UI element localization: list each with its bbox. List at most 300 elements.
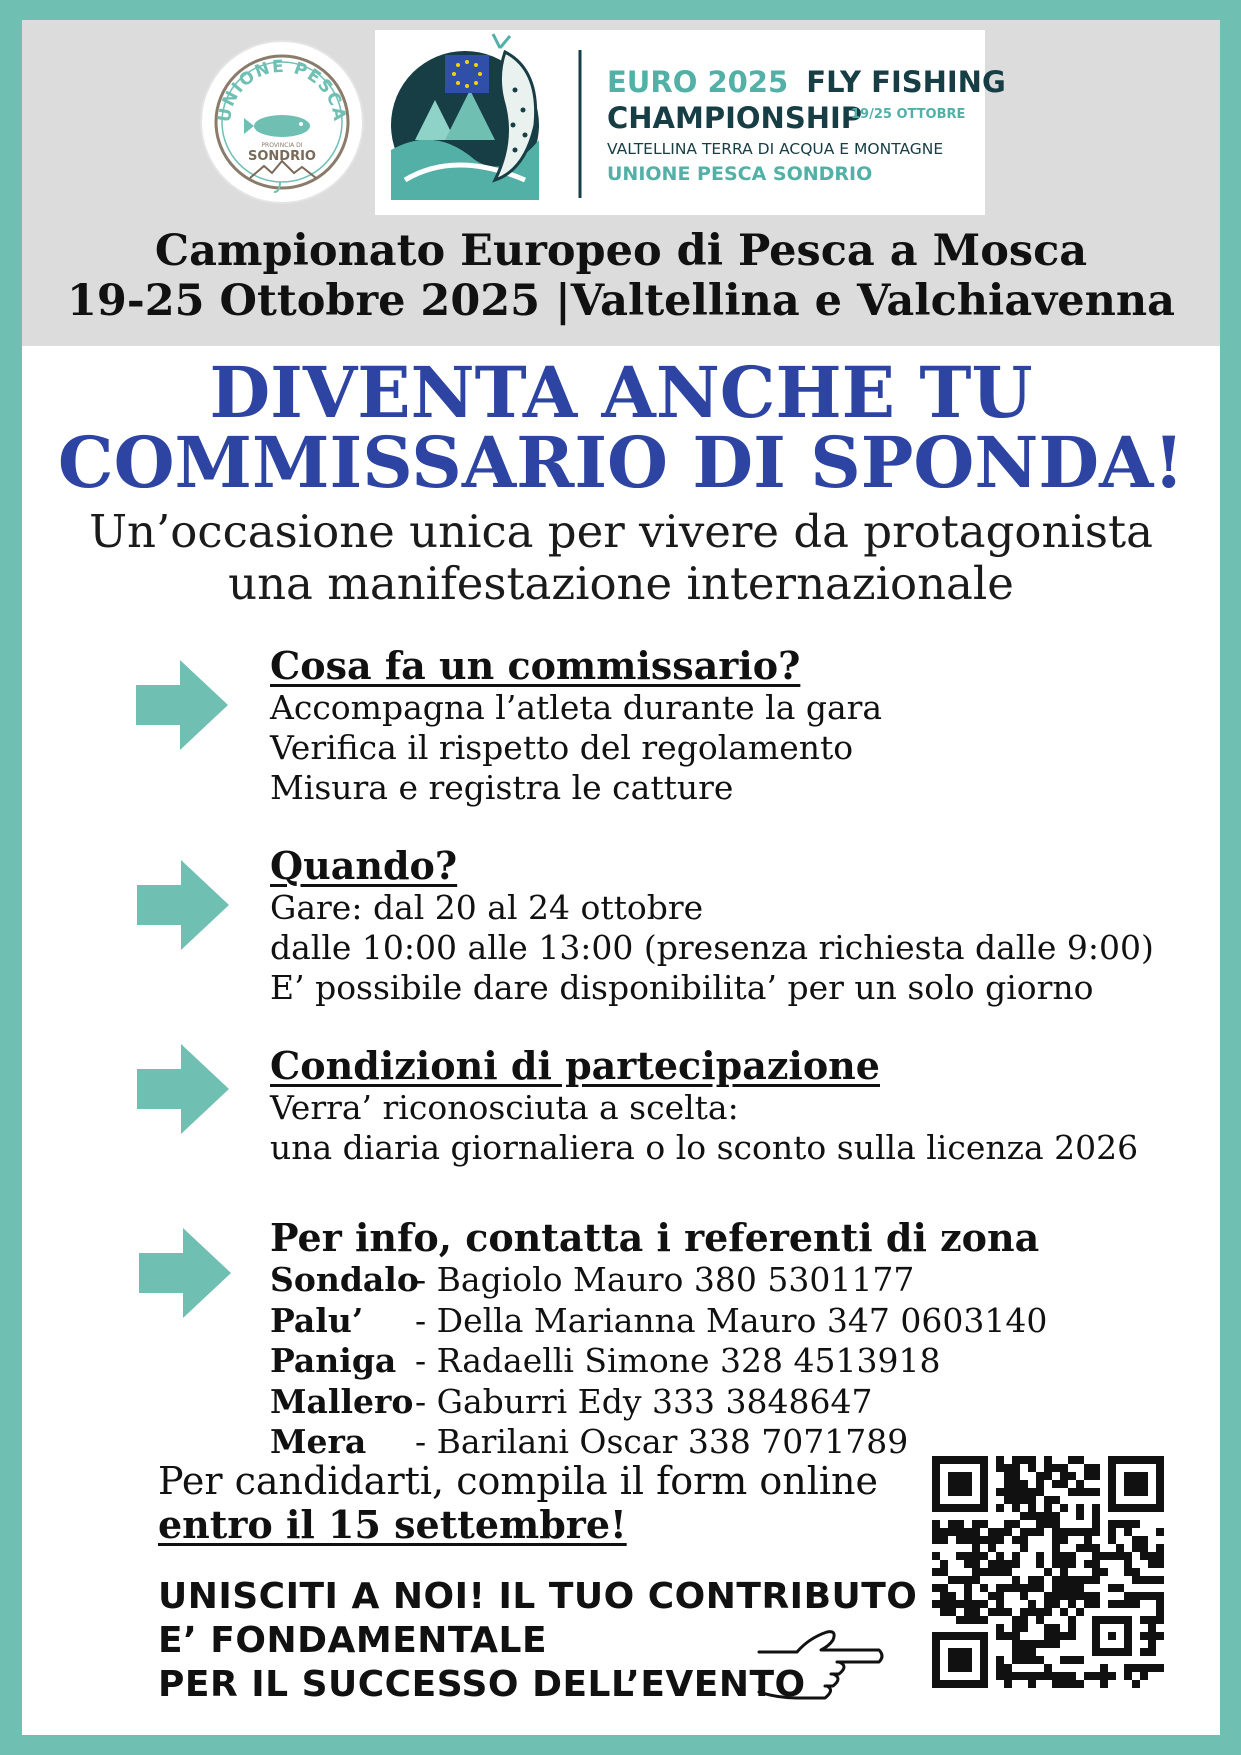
qr-module [1052, 1496, 1060, 1504]
qr-module [1036, 1528, 1044, 1536]
qr-module [1148, 1592, 1156, 1600]
qr-module [1092, 1472, 1100, 1480]
qr-module [1052, 1512, 1060, 1520]
qr-module [956, 1528, 964, 1536]
qr-module [1028, 1600, 1036, 1608]
unione-pesca-logo [202, 42, 362, 202]
qr-module [1076, 1592, 1084, 1600]
qr-module [1140, 1544, 1148, 1552]
qr-module [1092, 1504, 1100, 1512]
contact-zone: Palu’ [270, 1300, 364, 1340]
qr-module [1132, 1592, 1140, 1600]
contact-zone: Mallero [270, 1381, 414, 1421]
qr-module [1012, 1456, 1020, 1464]
qr-module [1068, 1600, 1076, 1608]
qr-module [1044, 1672, 1052, 1680]
contact-row [270, 1341, 1047, 1382]
qr-module [1052, 1520, 1060, 1528]
qr-module [1100, 1552, 1108, 1560]
qr-module [972, 1608, 980, 1616]
qr-module [1092, 1568, 1100, 1576]
qr-module [1124, 1592, 1132, 1600]
qr-module [1084, 1576, 1092, 1584]
qr-module [1020, 1584, 1028, 1592]
section-role-line: Misura e registra le catture [270, 768, 734, 807]
qr-module [980, 1568, 988, 1576]
qr-module [1092, 1552, 1100, 1560]
qr-module [1132, 1576, 1140, 1584]
qr-module [1012, 1504, 1020, 1512]
qr-module [1044, 1664, 1052, 1672]
section-when-title: Quando? [270, 843, 458, 888]
qr-module [1028, 1576, 1036, 1584]
qr-module [1012, 1536, 1020, 1544]
qr-module [932, 1584, 940, 1592]
qr-module [1108, 1536, 1116, 1544]
banner-euro-2025: EURO 2025 [607, 65, 789, 99]
qr-module [1012, 1656, 1020, 1664]
qr-module [948, 1600, 956, 1608]
qr-module [1052, 1536, 1060, 1544]
qr-module [1068, 1592, 1076, 1600]
qr-module [1068, 1656, 1076, 1664]
contacts-section [270, 1216, 1047, 1463]
section-when-line: Gare: dal 20 al 24 ottobre [270, 888, 704, 927]
qr-module [996, 1504, 1004, 1512]
qr-module [996, 1552, 1004, 1560]
qr-module [964, 1576, 972, 1584]
qr-module [1044, 1640, 1052, 1648]
qr-module [1060, 1528, 1068, 1536]
qr-module [1060, 1480, 1068, 1488]
qr-module [1052, 1672, 1060, 1680]
qr-module [988, 1592, 996, 1600]
qr-module [1004, 1496, 1012, 1504]
qr-module [996, 1664, 1004, 1672]
qr-module [1076, 1544, 1084, 1552]
qr-module [948, 1608, 956, 1616]
qr-module [1140, 1664, 1148, 1672]
qr-module [1012, 1640, 1020, 1648]
qr-module [996, 1592, 1004, 1600]
qr-module [940, 1600, 948, 1608]
qr-module [996, 1560, 1004, 1568]
section-role [270, 644, 882, 808]
qr-module [1012, 1616, 1020, 1624]
qr-module [1092, 1544, 1100, 1552]
contact-detail: - Della Marianna Mauro 347 0603140 [415, 1300, 1048, 1340]
qr-module [1044, 1464, 1052, 1472]
qr-module [1012, 1576, 1020, 1584]
qr-module [996, 1656, 1004, 1664]
qr-module [1084, 1672, 1092, 1680]
section-when-line: dalle 10:00 alle 13:00 (presenza richiesta dalle 9:00) [270, 928, 1154, 967]
qr-module [1068, 1672, 1076, 1680]
qr-module [1052, 1480, 1060, 1488]
qr-module [1084, 1544, 1092, 1552]
qr-module [1140, 1576, 1148, 1584]
qr-module [956, 1576, 964, 1584]
qr-module [988, 1544, 996, 1552]
qr-module [1004, 1608, 1012, 1616]
qr-module [1148, 1576, 1156, 1584]
qr-module [1076, 1584, 1084, 1592]
qr-module [1020, 1496, 1028, 1504]
qr-module [1044, 1600, 1052, 1608]
join-line: UNISCITI A NOI! IL TUO CONTRIBUTO [158, 1576, 918, 1617]
qr-module [1020, 1488, 1028, 1496]
badge-arc-text: UNIONE PESCA [214, 56, 350, 124]
qr-module [1028, 1680, 1036, 1688]
contact-row [270, 1301, 1047, 1342]
qr-module [1092, 1672, 1100, 1680]
subtitle-line-2: una manifestazione internazionale [228, 557, 1014, 610]
qr-module [1092, 1520, 1100, 1528]
qr-module [1156, 1592, 1164, 1600]
qr-module [1076, 1456, 1084, 1464]
qr-module [964, 1560, 972, 1568]
qr-module [1020, 1592, 1028, 1600]
qr-module [1076, 1576, 1084, 1584]
qr-module [1116, 1552, 1124, 1560]
contact-zone: Paniga [270, 1341, 397, 1380]
qr-module [1148, 1640, 1156, 1648]
qr-module [1148, 1560, 1156, 1568]
qr-module [972, 1568, 980, 1576]
qr-module [1156, 1664, 1164, 1672]
qr-module [1036, 1584, 1044, 1592]
qr-module [964, 1552, 972, 1560]
qr-module [972, 1520, 980, 1528]
qr-module [1108, 1528, 1116, 1536]
qr-module [1108, 1600, 1116, 1608]
qr-module [1044, 1520, 1052, 1528]
qr-module [996, 1488, 1004, 1496]
contact-detail: - Barilani Oscar 338 7071789 [415, 1422, 909, 1461]
qr-module [1140, 1648, 1148, 1656]
banner-tagline: VALTELLINA TERRA DI ACQUA E MONTAGNE [607, 140, 944, 158]
qr-module [1068, 1632, 1076, 1640]
qr-module [1052, 1624, 1060, 1632]
qr-module [1020, 1608, 1028, 1616]
qr-module [1100, 1672, 1108, 1680]
section-when [270, 844, 1154, 1008]
qr-module [1028, 1640, 1036, 1648]
qr-module [1036, 1520, 1044, 1528]
qr-module [1052, 1632, 1060, 1640]
qr-module [996, 1584, 1004, 1592]
qr-module [972, 1560, 980, 1568]
qr-module [1060, 1656, 1068, 1664]
qr-module [964, 1616, 972, 1624]
qr-module [1044, 1608, 1052, 1616]
qr-module [1076, 1656, 1084, 1664]
qr-module [1060, 1472, 1068, 1480]
contact-zone: Mera [270, 1422, 367, 1461]
qr-module [1012, 1648, 1020, 1656]
qr-module [1012, 1672, 1020, 1680]
qr-module [1060, 1680, 1068, 1688]
contact-detail: - Bagiolo Mauro 380 5301177 [415, 1260, 915, 1299]
qr-module [948, 1528, 956, 1536]
headline-line-2: COMMISSARIO DI SPONDA! [57, 421, 1185, 504]
qr-module [1156, 1552, 1164, 1560]
qr-module [948, 1576, 956, 1584]
section-conditions-line: una diaria giornaliera o lo sconto sulla licenza 2026 [270, 1128, 1139, 1167]
qr-module [1108, 1520, 1116, 1528]
qr-module [1020, 1672, 1028, 1680]
qr-module [1060, 1632, 1068, 1640]
qr-module [1052, 1600, 1060, 1608]
qr-module [1044, 1512, 1052, 1520]
qr-module [940, 1592, 948, 1600]
qr-module [1084, 1528, 1092, 1536]
qr-module [1156, 1616, 1164, 1624]
contact-detail: - Gaburri Edy 333 3848647 [415, 1381, 873, 1421]
qr-module [1156, 1560, 1164, 1568]
qr-module [1140, 1592, 1148, 1600]
qr-module [1004, 1480, 1012, 1488]
qr-module [1140, 1536, 1148, 1544]
headline-line-1: DIVENTA ANCHE TU [209, 351, 1033, 434]
qr-module [932, 1528, 940, 1536]
qr-module [996, 1456, 1004, 1464]
qr-module [1020, 1616, 1028, 1624]
qr-module [1084, 1472, 1092, 1480]
qr-module [1028, 1608, 1036, 1616]
qr-module [1004, 1488, 1012, 1496]
qr-module [1060, 1464, 1068, 1472]
qr-module [1092, 1488, 1100, 1496]
qr-module [1068, 1576, 1076, 1584]
svg-text:UNIONE PESCA [215, 57, 350, 124]
qr-module [1140, 1552, 1148, 1560]
qr-module [996, 1600, 1004, 1608]
qr-module [1012, 1520, 1020, 1528]
qr-module [1052, 1544, 1060, 1552]
qr-module [988, 1560, 996, 1568]
qr-module [1028, 1656, 1036, 1664]
arrow-right-icon [137, 860, 229, 950]
qr-module [1140, 1632, 1148, 1640]
qr-module [1124, 1528, 1132, 1536]
qr-module [1060, 1584, 1068, 1592]
qr-module [1084, 1536, 1092, 1544]
qr-module [1156, 1528, 1164, 1536]
arrow-right-icon [136, 660, 228, 750]
qr-module [932, 1600, 940, 1608]
qr-module [1020, 1624, 1028, 1632]
qr-module [1044, 1624, 1052, 1632]
qr-module [940, 1528, 948, 1536]
qr-module [1076, 1488, 1084, 1496]
join-line: PER IL SUCCESSO DELL’EVENTO [158, 1664, 806, 1705]
qr-module [980, 1520, 988, 1528]
qr-module [1012, 1632, 1020, 1640]
qr-module [1148, 1624, 1156, 1632]
qr-module [1052, 1584, 1060, 1592]
qr-module [1044, 1568, 1052, 1576]
qr-module [1148, 1552, 1156, 1560]
qr-module [1036, 1560, 1044, 1568]
qr-module [940, 1568, 948, 1576]
qr-module [1076, 1512, 1084, 1520]
qr-module [1108, 1672, 1116, 1680]
qr-module [1036, 1472, 1044, 1480]
qr-module [1052, 1680, 1060, 1688]
qr-module [1124, 1600, 1132, 1608]
qr-module [972, 1552, 980, 1560]
qr-module [948, 1592, 956, 1600]
banner-organizer: UNIONE PESCA SONDRIO [607, 163, 873, 185]
qr-module [1116, 1544, 1124, 1552]
qr-module [1116, 1600, 1124, 1608]
trout-icon [244, 115, 310, 137]
qr-module [996, 1536, 1004, 1544]
qr-module [1028, 1464, 1036, 1472]
qr-code-icon[interactable] [932, 1456, 1164, 1688]
section-conditions [270, 1044, 1138, 1168]
qr-module [940, 1536, 948, 1544]
qr-module [956, 1616, 964, 1624]
qr-module [964, 1536, 972, 1544]
qr-module [996, 1528, 1004, 1536]
qr-module [1084, 1488, 1092, 1496]
qr-module [972, 1544, 980, 1552]
qr-module [972, 1528, 980, 1536]
qr-module [1052, 1528, 1060, 1536]
qr-module [1156, 1600, 1164, 1608]
qr-module [988, 1528, 996, 1536]
qr-module [932, 1568, 940, 1576]
championship-banner [375, 30, 1006, 215]
qr-module [1044, 1496, 1052, 1504]
championship-emblem-icon [391, 34, 539, 200]
qr-module [980, 1552, 988, 1560]
qr-module [1068, 1624, 1076, 1632]
header [22, 20, 1220, 346]
qr-module [1076, 1608, 1084, 1616]
badge-name: SONDRIO [248, 149, 316, 164]
qr-module [1060, 1672, 1068, 1680]
qr-module [1084, 1600, 1092, 1608]
qr-module [1028, 1456, 1036, 1464]
qr-module [1124, 1552, 1132, 1560]
qr-module [1044, 1472, 1052, 1480]
qr-module [1004, 1528, 1012, 1536]
badge-small-text: PROVINCIA DI [261, 142, 303, 149]
qr-module [1060, 1536, 1068, 1544]
qr-module [964, 1592, 972, 1600]
qr-module [1012, 1480, 1020, 1488]
contact-row [270, 1260, 1047, 1301]
qr-module [932, 1552, 940, 1560]
qr-module [1012, 1472, 1020, 1480]
qr-module [1060, 1504, 1068, 1512]
qr-module [956, 1600, 964, 1608]
qr-module [1060, 1568, 1068, 1576]
qr-module [1132, 1568, 1140, 1576]
qr-module [1068, 1488, 1076, 1496]
qr-module [996, 1672, 1004, 1680]
qr-module [1148, 1632, 1156, 1640]
qr-module [940, 1584, 948, 1592]
qr-module [956, 1552, 964, 1560]
qr-module [1036, 1576, 1044, 1584]
section-role-line: Accompagna l’atleta durante la gara [270, 688, 883, 727]
qr-module [1052, 1464, 1060, 1472]
qr-module [1028, 1672, 1036, 1680]
qr-module [1004, 1664, 1012, 1672]
qr-module [1012, 1624, 1020, 1632]
qr-module [1012, 1464, 1020, 1472]
qr-module [932, 1536, 940, 1544]
qr-module [1052, 1576, 1060, 1584]
section-role-title: Cosa fa un commissario? [270, 643, 801, 688]
qr-module [1036, 1480, 1044, 1488]
qr-module [1132, 1544, 1140, 1552]
banner-championship: CHAMPIONSHIP [607, 101, 863, 135]
qr-module [972, 1576, 980, 1584]
qr-module [1132, 1600, 1140, 1608]
qr-module [1060, 1592, 1068, 1600]
qr-module [1092, 1600, 1100, 1608]
apply-deadline: entro il 15 settembre! [158, 1502, 627, 1547]
qr-module [948, 1520, 956, 1528]
qr-module [1092, 1512, 1100, 1520]
qr-module [1108, 1584, 1116, 1592]
qr-module [1036, 1552, 1044, 1560]
qr-module [1068, 1552, 1076, 1560]
contact-row [270, 1422, 1047, 1463]
qr-module [1124, 1568, 1132, 1576]
qr-module [1004, 1672, 1012, 1680]
qr-module [1068, 1616, 1076, 1624]
qr-module [1044, 1592, 1052, 1600]
qr-module [1028, 1512, 1036, 1520]
qr-module [1004, 1632, 1012, 1640]
qr-module [1020, 1528, 1028, 1536]
qr-module [1124, 1560, 1132, 1568]
qr-module [1092, 1576, 1100, 1584]
event-dates-location: 19-25 Ottobre 2025 |Valtellina e Valchiavenna [67, 276, 1175, 326]
qr-module [996, 1632, 1004, 1640]
qr-module [1148, 1664, 1156, 1672]
apply-cta-text: Per candidarti, compila il form online [158, 1459, 878, 1503]
qr-module [1020, 1512, 1028, 1520]
qr-module [1052, 1560, 1060, 1568]
qr-module [1004, 1472, 1012, 1480]
qr-module [956, 1520, 964, 1528]
qr-module [1028, 1496, 1036, 1504]
banner-dates: 19/25 OTTOBRE [851, 107, 966, 122]
qr-module [1044, 1504, 1052, 1512]
qr-module [1028, 1584, 1036, 1592]
qr-module [1004, 1680, 1012, 1688]
qr-module [1068, 1528, 1076, 1536]
qr-module [980, 1536, 988, 1544]
qr-module [1020, 1480, 1028, 1488]
qr-module [1052, 1552, 1060, 1560]
qr-module [988, 1568, 996, 1576]
qr-module [1076, 1528, 1084, 1536]
poster [22, 20, 1220, 1735]
qr-module [988, 1536, 996, 1544]
qr-module [1044, 1632, 1052, 1640]
qr-module [1132, 1680, 1140, 1688]
qr-module [972, 1536, 980, 1544]
qr-module [1004, 1560, 1012, 1568]
